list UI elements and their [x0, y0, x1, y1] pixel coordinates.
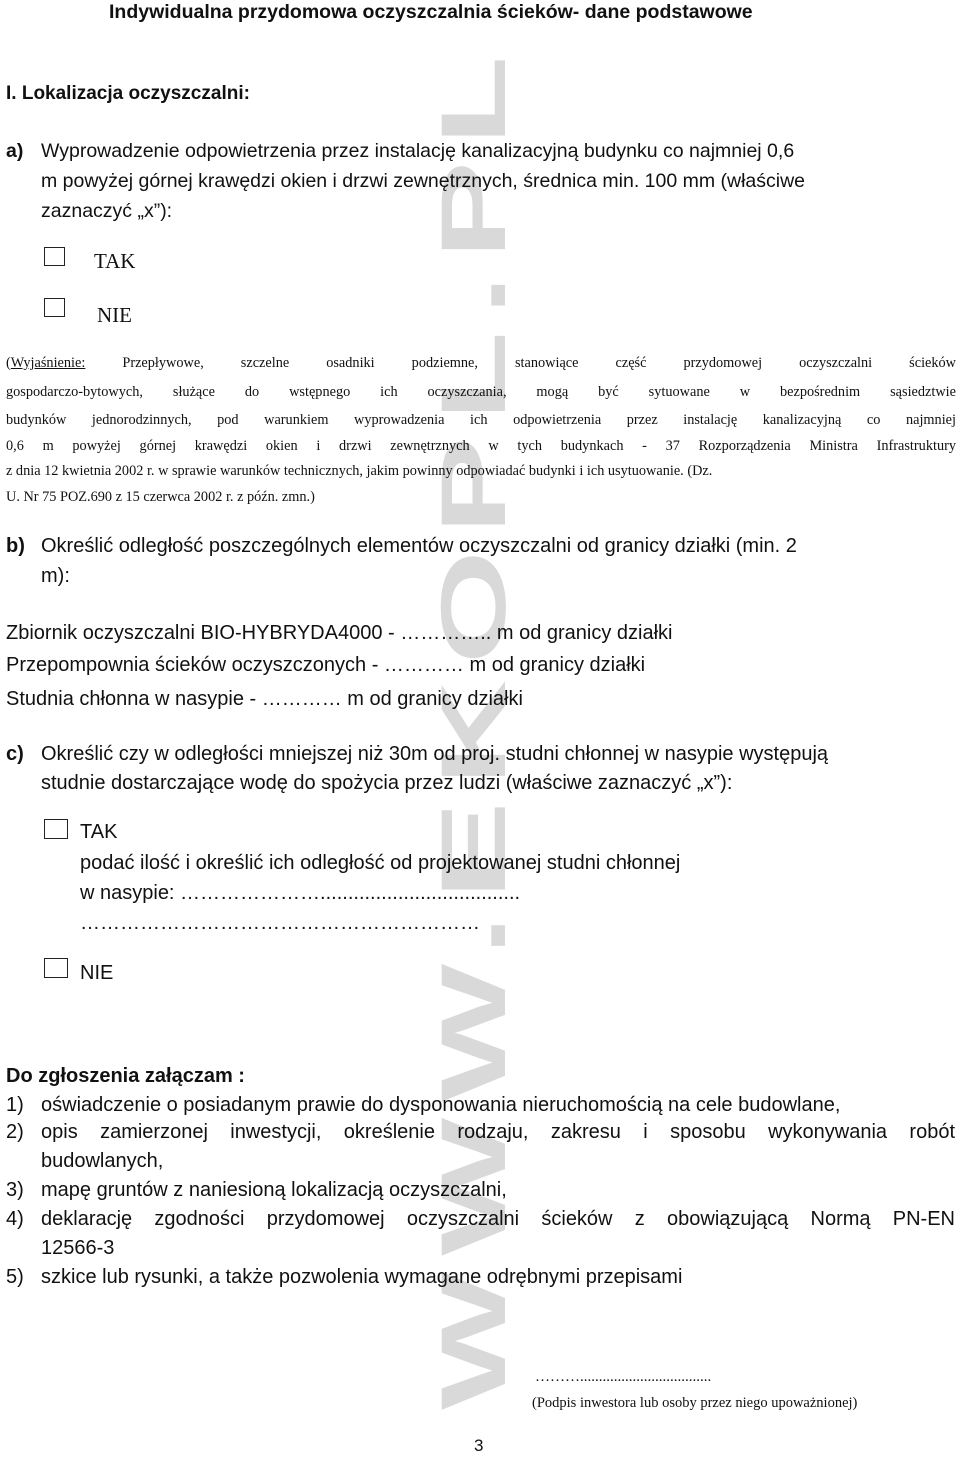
signature-caption: (Podpis inwestora lub osoby przez niego upoważnionej)	[532, 1395, 858, 1411]
attachment-2-num: 2)	[6, 1121, 24, 1143]
attachment-2-text: opis zamierzonej inwestycji, określenie rodzaju, zakresu i sposobu wykonywania robót	[41, 1121, 955, 1143]
attachment-1-text: oświadczenie o posiadanym prawie do dysponowania nieruchomością na cele budowlane,	[41, 1094, 841, 1116]
option-a-nie-label: NIE	[97, 303, 132, 327]
attachment-5-text: szkice lub rysunki, a także pozwolenia wymagane odrębnymi przepisami	[41, 1266, 683, 1288]
attachment-3-num: 3)	[6, 1179, 24, 1201]
attachment-4-num: 4)	[6, 1208, 24, 1230]
checkbox-a-nie[interactable]	[44, 298, 65, 317]
attachment-4-text-line2: 12566-3	[41, 1237, 115, 1259]
note-line1-text: Przepływowe, szczelne osadniki podziemne, stanowiące część przydomowej oczyszczalni ścieków	[122, 355, 957, 371]
checkbox-c-nie[interactable]	[44, 958, 68, 978]
note-line4: 0,6 m powyżej górnej krawędzi okien i drzwi zewnętrznych w tych budynkach - 37 Rozporządzenia Ministra Infrastruktury	[6, 438, 956, 454]
distance-pump: Przepompownia ścieków oczyszczonych - ………… m od granicy działki	[6, 654, 646, 676]
note-line6: U. Nr 75 POZ.690 z 15 czerwca 2002 r. z późn. zmn.)	[6, 489, 315, 505]
item-c-line2: studnie dostarczające wodę do spożycia przez ludzi (właściwe zaznaczyć „x”):	[41, 772, 733, 794]
option-c-detail1: podać ilość i określić ich odległość od projektowanej studni chłonnej	[80, 852, 681, 874]
option-c-detail3: ……………………………………………………	[80, 912, 480, 934]
item-a-line2: m powyżej górnej krawędzi okien i drzwi zewnętrznych, średnica min. 100 mm (właściwe	[41, 170, 806, 192]
checkbox-c-tak[interactable]	[44, 819, 68, 839]
option-c-tak-label: TAK	[80, 821, 118, 843]
attachment-1-num: 1)	[6, 1094, 24, 1116]
attachment-4-text: deklarację zgodności przydomowej oczyszczalni ścieków z obowiązującą Normą PN-EN	[41, 1208, 955, 1230]
watermark-text: WWW.EKOPL.PL	[423, 548, 525, 1410]
distance-tank: Zbiornik oczyszczalni BIO-HYBRYDA4000 - ………….. m od granicy działki	[6, 622, 673, 644]
note-line2: gospodarczo-bytowych, służące do wstępnego ich oczyszczania, mogą być sytuowane w bezpośrednim sąsiedztwie	[6, 384, 956, 400]
option-c-nie-label: NIE	[80, 962, 114, 984]
note-label: Wyjaśnienie:	[10, 355, 86, 371]
item-a-line3: zaznaczyć „x”):	[41, 200, 173, 222]
item-b-line1: Określić odległość poszczególnych elementów oczyszczalni od granicy działki (min. 2	[41, 535, 797, 557]
item-a-line1: Wyprowadzenie odpowietrzenia przez instalację kanalizacyjną budynku co najmniej 0,6	[41, 140, 795, 162]
item-c-line1: Określić czy w odległości mniejszej niż 30m od proj. studni chłonnej w nasypie występują	[41, 743, 829, 765]
attachment-3-text: mapę gruntów z naniesioną lokalizacją oczyszczalni,	[41, 1179, 507, 1201]
checkbox-a-tak[interactable]	[44, 247, 65, 266]
item-b-label: b)	[6, 535, 25, 557]
distance-well: Studnia chłonna w nasypie - ………… m od granicy działki	[6, 688, 523, 710]
attachments-heading: Do zgłoszenia załączam :	[6, 1065, 245, 1087]
page-number: 3	[474, 1436, 484, 1455]
explanation-note	[6, 355, 956, 372]
item-c-label: c)	[6, 743, 24, 765]
note-line1	[6, 355, 956, 372]
note-line3: budynków jednorodzinnych, pod warunkiem wyprowadzenia ich odpowietrzenia przez instalację kanalizacyjną co najmniej	[6, 412, 956, 428]
note-line5: z dnia 12 kwietnia 2002 r. w sprawie warunków technicznych, jakim powinny odpowiadać budynki i ich usytuowanie. (Dz.	[6, 463, 713, 479]
note-prefix: (	[6, 355, 11, 371]
attachment-5-num: 5)	[6, 1266, 24, 1288]
item-b-line2: m):	[41, 565, 70, 587]
section-heading: I. Lokalizacja oczyszczalni:	[6, 83, 250, 104]
page-title: Indywidualna przydomowa oczyszczalnia ścieków- dane podstawowe	[109, 1, 753, 23]
signature-line: ………...................................	[535, 1369, 712, 1385]
item-a-label: a)	[6, 140, 24, 162]
option-a-tak-label: TAK	[94, 249, 136, 273]
attachment-2-text-line2: budowlanych,	[41, 1150, 164, 1172]
option-c-detail2: w nasypie: …………………....................................	[80, 882, 521, 904]
